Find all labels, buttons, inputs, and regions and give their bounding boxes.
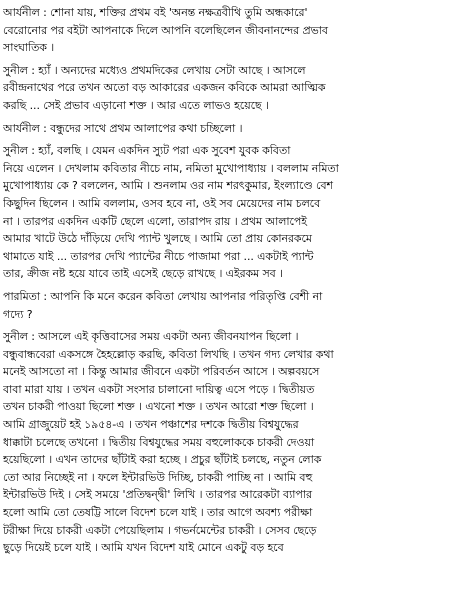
text-line: নিয়ে এলেন । দেখলাম কবিতার নীচে নাম, নমিতা মুখোপাধ্যায় । বললাম নমিতা [3, 161, 339, 175]
text-line: হয়েছিলো । এখন তাদের ছাঁটাই করা হচ্ছে । প্রচুর ছাঁটাই চলছে, নতুন লোক [3, 453, 322, 467]
text-line: তার, ক্রীজ নষ্ট হয়ে যাবে তাই এসেই ছেড়ে রাখছে । এইরকম সব । [3, 267, 283, 281]
paragraph [3, 4, 456, 57]
text-line: সুনীল : হ্যাঁ, বলছি । যেমন একদিন স্যুট পরা এক সুবেশ যুবক কবিতা [3, 144, 291, 158]
text-line: টরীক্ষা দিয়ে চাকরী একটা পেয়েছিলাম । গভর্নমেন্টের চাকরী । সেসব ছেড়ে [3, 523, 317, 537]
text-line: তো আর নিচ্ছেই না । ফলে ইন্টারভিউ দিচ্ছি, চাকরী পাচ্ছি না । আমি বহু [3, 470, 313, 484]
paragraph [3, 142, 456, 283]
text-line: হলো আমি তো তেষট্টি সালে বিদেশ চলে যাই । তার আগে অবশ্য পরীক্ষা [3, 506, 313, 520]
text-line: না । তারপর একদিন একটি ছেলে এলো, তারাপদ রায় । প্রথম আলাপেই [3, 214, 307, 228]
text-line: আমার খাটে উঠে দাঁড়িয়ে দেখি প্যান্ট খুলছে । আমি তো প্রায় কোনরকমে [3, 232, 312, 246]
text-line: মনেই আসতো না । কিন্তু আমার জীবনে একটা পরিবর্তন আসে । অল্পবয়সে [3, 365, 320, 379]
paragraph [3, 62, 456, 115]
text-line: সুনীল : আসলে এই কৃত্তিবাসের সময় একটা অন্য জীবনযাপন ছিলো । [3, 330, 299, 344]
paragraph [3, 120, 456, 138]
text-line: ধাক্কাটা চলেছে তখনো । দ্বিতীয় বিশ্বযুদ্ধের সময় বহুলোককে চাকরী দেওয়া [3, 435, 315, 449]
text-line: সুনীল : হ্যাঁ । অন্যদের মধ্যেও প্রথমদিকের লেখায় সেটা আছে । আসলে [3, 63, 306, 77]
text-line: ছুড়ে দিয়েই চলে যাই । আমি যখন বিদেশ যাই মোনে একটু বড় হবে [3, 541, 284, 555]
text-line: গদ্যে ? [3, 307, 33, 321]
paragraph [3, 328, 456, 557]
text-line: বন্ধুবান্ধবেরা একসঙ্গে হৈহল্লোড় করছি, কবিতা লিখছি । তখন গদ্য লেখার কথা [3, 347, 334, 361]
text-line: থামাতে যাই ... তারপর দেখি প্যান্টের নীচে পাজামা পরা ... একটাই প্যান্ট [3, 249, 314, 263]
text-line: পারমিতা : আপনি কি মনে করেন কবিতা লেখায় আপনার পরিতৃপ্তি বেশী না [3, 289, 323, 303]
text-line: আর্যনীল : বন্ধুদের সাথে প্রথম আলাপের কথা চচ্ছিলো । [3, 121, 243, 135]
paragraph [3, 288, 456, 323]
text-line: ইন্টারভিউ দিই । সেই সময়ে 'প্রতিদ্বন্দ্বী' লিখি । তারপর আরেকটা ব্যাপার [3, 488, 312, 502]
text-line: বেরোনোর পর বইটা আপনাকে দিলে আপনি বলেছিলেন জীবনানন্দের প্রভাব [3, 23, 328, 37]
text-line: সাংঘাতিক । [3, 41, 55, 55]
text-line: তখন চাকরী পাওয়া ছিলো শক্ত । এখনো শক্ত । তখন আরো শক্ত ছিলো । [3, 400, 314, 414]
text-line: রবীন্দ্রনাথের পরে তখন অতো বড় আকারের একজন কবিকে আমরা আত্মিক [3, 81, 326, 95]
text-line: কিছুদিন ছিলেন । আমি বললাম, ওসব হবে না, ওই সব মেয়েদের নাম চলবে [3, 196, 321, 210]
text-line: মুখোপাধ্যায় কে ? বললেন, আমি । শুনলাম ওর নাম শরৎকুমার, ইংল্যাণ্ডে বেশ [3, 179, 333, 193]
text-line: আমি গ্রাজুয়েট হই ১৯৫৪-এ । তখন পঞ্চাশের দশকে দ্বিতীয় বিশ্বযুদ্ধের [3, 418, 299, 432]
text-line: বাবা মারা যায় । তখন একটা সংসার চালানো দায়িত্ব এসে পড়ে । দ্বিতীয়ত [3, 382, 315, 396]
text-line: আর্যনীল : শোনা যায়, শক্তির প্রথম বই 'অনন্ত নক্ষত্রবীথি তুমি অন্ধকারে' [3, 6, 308, 19]
text-line: করছি ... সেই প্রভাব এড়ানো শক্ত । আর এতে লাভও হয়েছে । [3, 98, 269, 112]
